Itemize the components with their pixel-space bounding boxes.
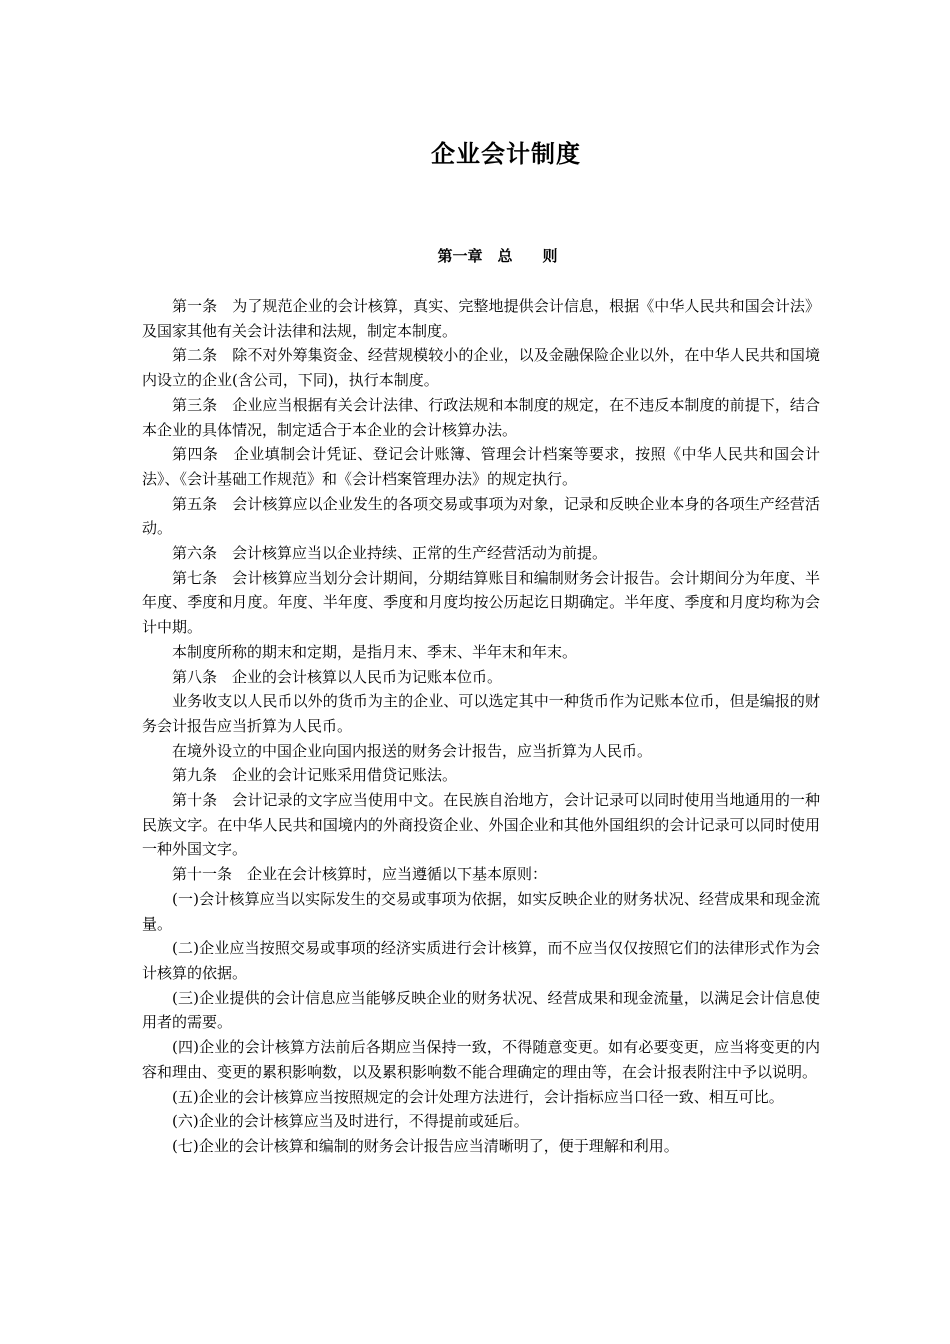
article-7-note: 本制度所称的期末和定期，是指月末、季末、半年末和年末。 <box>172 642 578 661</box>
article-8-note-2: 在境外设立的中国企业向国内报送的财务会计报告，应当折算为人民币。 <box>172 741 653 760</box>
article-1: 第一条 为了规范企业的会计核算，真实、完整地提供会计信息，根据《中华人民共和国会计法》及国家其他有关会计法律和法规，制定本制度。 <box>142 297 820 340</box>
article-3: 第三条 企业应当根据有关会计法律、行政法规和本制度的规定，在不违反本制度的前提下，结合本企业的具体情况，制定适合于本企业的会计核算办法。 <box>142 395 820 439</box>
article-7: 第七条 会计核算应当划分会计期间，分期结算账目和编制财务会计报告。会计期间分为年度、半年度、季度和月度。年度、半年度、季度和月度均按公历起讫日期确定。半年度、季度和月度均称为会计中期。 <box>142 568 820 637</box>
article-10: 第十条 会计记录的文字应当使用中文。在民族自治地方，会计记录可以同时使用当地通用的一种民族文字。在中华人民共和国境内的外商投资企业、外国企业和其他外国组织的会计记录可以同时使用一种外国文字。 <box>142 791 820 859</box>
principle-2: (二)企业应当按照交易或事项的经济实质进行会计核算，而不应当仅仅按照它们的法律形式作为会计核算的依据。 <box>142 939 820 982</box>
article-8-note-1: 业务收支以人民币以外的货币为主的企业、可以选定其中一种货币作为记账本位币，但是编报的财务会计报告应当折算为人民币。 <box>142 692 820 735</box>
article-2: 第二条 除不对外筹集资金、经营规模较小的企业，以及金融保险企业以外，在中华人民共和国境内设立的企业(含公司，下同)，执行本制度。 <box>142 346 820 390</box>
article-8: 第八条 企业的会计核算以人民币为记账本位币。 <box>172 667 503 686</box>
article-9: 第九条 企业的会计记账采用借贷记账法。 <box>172 766 458 785</box>
article-4: 第四条 企业填制会计凭证、登记会计账簿、管理会计档案等要求，按照《中华人民共和国会计法》、《会计基础工作规范》和《会计档案管理办法》的规定执行。 <box>142 445 820 488</box>
document-body <box>142 294 820 1159</box>
article-6: 第六条 会计核算应当以企业持续、正常的生产经营活动为前提。 <box>172 544 608 563</box>
document-title: 企业会计制度 <box>431 139 581 168</box>
principle-7: (七)企业的会计核算和编制的财务会计报告应当清晰明了，便于理解和利用。 <box>172 1136 679 1155</box>
principle-6: (六)企业的会计核算应当及时进行，不得提前或延后。 <box>172 1112 529 1131</box>
article-11: 第十一条 企业在会计核算时，应当遵循以下基本原则： <box>172 865 548 884</box>
principle-3: (三)企业提供的会计信息应当能够反映企业的财务状况、经营成果和现金流量，以满足会计信息使用者的需要。 <box>142 988 820 1032</box>
principle-1: (一)会计核算应当以实际发生的交易或事项为依据，如实反映企业的财务状况、经营成果和现金流量。 <box>142 889 820 933</box>
article-5: 第五条 会计核算应以企业发生的各项交易或事项为对象，记录和反映企业本身的各项生产经营活动。 <box>142 494 820 538</box>
principle-4: (四)企业的会计核算方法前后各期应当保持一致，不得随意变更。如有必要变更，应当将变更的内容和理由、变更的累积影响数，以及累积影响数不能合理确定的理由等，在会计报表附注中予以说明。 <box>142 1038 820 1081</box>
chapter-title: 第一章 总 则 <box>437 247 558 265</box>
principle-5: (五)企业的会计核算应当按照规定的会计处理方法进行，会计指标应当口径一致、相互可比。 <box>172 1087 784 1106</box>
